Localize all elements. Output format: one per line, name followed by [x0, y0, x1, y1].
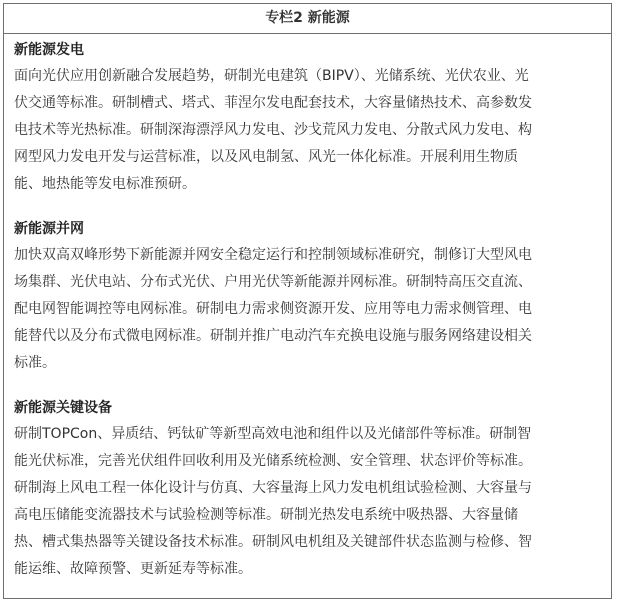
text-line: 热、槽式集热器等关键设备技术标准。研制风电机组及关键部件状态监测与检修、智: [14, 534, 532, 550]
text-line: 电技术等光热标准。研制深海漂浮风力发电、沙戈荒风力发电、分散式风力发电、构: [14, 122, 532, 138]
text-line: 研制海上风电工程一体化设计与仿真、大容量海上风力发电机组试验检测、大容量与: [14, 480, 532, 496]
column-box: [3, 3, 612, 599]
text-line: 伏交通等标准。研制槽式、塔式、菲涅尔发电配套技术，大容量储热技术、高参数发: [14, 95, 532, 111]
text-line: 标准。: [14, 355, 56, 371]
text-line: 能、地热能等发电标准预研。: [14, 176, 196, 192]
section-body: [14, 242, 601, 377]
text-line: 高电压储能变流器技术与试验检测等标准。研制光热发电系统中吸热器、大容量储: [14, 507, 518, 523]
text-line: 场集群、光伏电站、分布式光伏、户用光伏等新能源并网标准。研制特高压交直流、: [14, 274, 532, 290]
text-line: 能替代以及分布式微电网标准。研制并推广电动汽车充换电设施与服务网络建设相关: [14, 328, 532, 344]
section-key-equipment: [14, 395, 601, 583]
text-line: 能光伏标准，完善光伏组件回收利用及光储系统检测、安全管理、状态评价等标准。: [14, 453, 532, 469]
text-line: 能运维、故障预警、更新延寿等标准。: [14, 561, 252, 577]
section-body: [14, 63, 601, 198]
text-line: 研制TOPCon、异质结、钙钛矿等新型高效电池和组件以及光储部件等标准。研制智: [14, 426, 532, 442]
text-line: 配电网智能调控等电网标准。研制电力需求侧资源开发、应用等电力需求侧管理、电: [14, 301, 532, 317]
text-line: 面向光伏应用创新融合发展趋势，研制光电建筑（BIPV）、光储系统、光伏农业、光: [14, 68, 529, 84]
text-line: 网型风力发电开发与运营标准，以及风电制氢、风光一体化标准。开展利用生物质: [14, 149, 518, 165]
section-new-energy-generation: [14, 37, 601, 198]
section-gap: [14, 198, 601, 216]
text-line: 加快双高双峰形势下新能源并网安全稳定运行和控制领域标准研究，制修订大型风电: [14, 247, 532, 263]
section-title: 新能源并网: [14, 221, 84, 237]
column-title: 专栏2 新能源: [4, 4, 611, 34]
section-title: 新能源发电: [14, 42, 84, 58]
section-grid-connection: [14, 216, 601, 377]
section-body: [14, 421, 601, 583]
column-content: [4, 34, 611, 583]
section-title: 新能源关键设备: [14, 400, 112, 416]
section-gap: [14, 377, 601, 395]
